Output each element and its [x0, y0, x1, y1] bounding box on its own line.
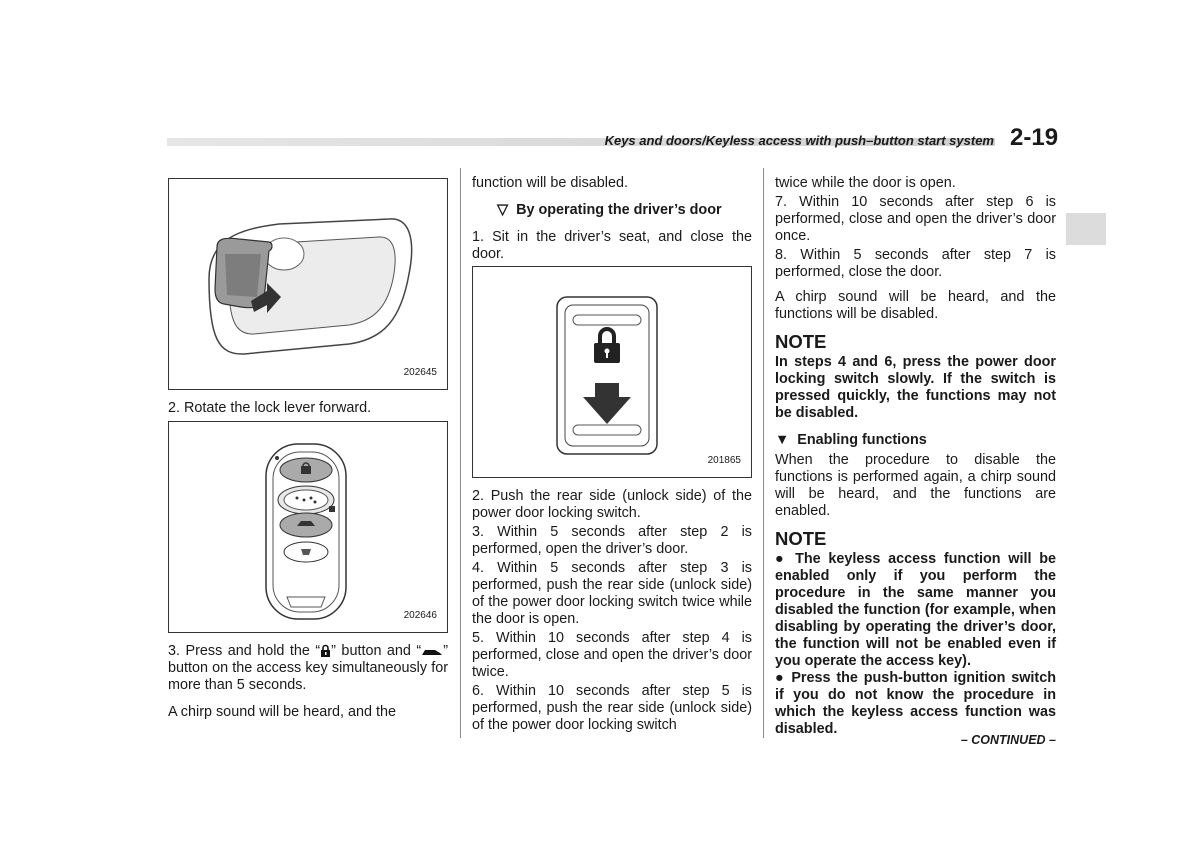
- step-8-text: 8. Within 5 seconds after step 7 is performed, close the door.: [775, 247, 1056, 280]
- lock-icon: [320, 644, 331, 657]
- access-key-illustration: [169, 422, 447, 632]
- figure-number: 202645: [403, 367, 437, 378]
- note-text: [775, 551, 1056, 738]
- column-1: [168, 178, 448, 731]
- note-heading: NOTE: [775, 528, 827, 549]
- section-title: Keys and doors/Keyless access with push–button start system: [604, 133, 994, 148]
- step-1-text: 1. Sit in the driver’s seat, and close the door.: [472, 229, 752, 262]
- door-handle-illustration: [169, 179, 447, 389]
- figure-number: 202646: [403, 610, 437, 621]
- step-3-text: 3. Press and hold the “ ” button and “ ” button on the access key simultaneously for more than 5 seconds.: [168, 643, 448, 693]
- step-2-text: 2. Rotate the lock lever forward.: [168, 400, 372, 416]
- triangle-icon: ▽: [497, 202, 509, 218]
- step-4-text: 4. Within 5 seconds after step 3 is performed, push the rear side (unlock side) of the power door locking switch twice while the door is open.: [472, 560, 752, 627]
- chirp-text: A chirp sound will be heard, and the functions will be disabled.: [775, 289, 1056, 322]
- column-divider: [460, 168, 461, 738]
- column-2: [472, 175, 752, 736]
- figure-number: 201865: [707, 455, 741, 466]
- step-5-text: 5. Within 10 seconds after step 4 is performed, close and open the driver’s door twice.: [472, 630, 752, 680]
- door-lock-switch-illustration: [473, 267, 751, 477]
- chirp-text: A chirp sound will be heard, and the: [168, 704, 397, 720]
- note-bullet: ● The keyless access function will be enabled only if you perform the procedure in the same manner you disabled the function (for example, when disabling by operating the driver’s door, the function will not be enabled even if you operate the access key).: [775, 551, 1056, 669]
- column-divider: [763, 168, 764, 738]
- note-text: In steps 4 and 6, press the power door locking switch slowly. If the switch is pressed quickly, the functions may not be disabled.: [775, 354, 1056, 421]
- step-7-text: 7. Within 10 seconds after step 6 is performed, close and open the driver’s door once.: [775, 194, 1056, 244]
- trunk-icon: [421, 647, 443, 657]
- figure-access-key: [168, 421, 448, 633]
- subheading: ▽ By operating the driver’s door: [497, 202, 722, 218]
- step-2-text: 2. Push the rear side (unlock side) of the power door locking switch.: [472, 488, 752, 521]
- note-bullet: ● Press the push-button ignition switch if you do not know the procedure in which the keyless access function was disabled.: [775, 670, 1056, 737]
- enabling-heading: ▼ Enabling functions: [775, 432, 927, 448]
- note-heading: NOTE: [775, 331, 827, 352]
- figure-lock-lever: [168, 178, 448, 390]
- continued-text: function will be disabled.: [472, 175, 628, 191]
- continued-text: twice while the door is open.: [775, 175, 956, 191]
- continued-footer: – CONTINUED –: [960, 733, 1056, 747]
- page-number: 2-19: [1010, 124, 1059, 151]
- figure-door-switch: [472, 266, 752, 478]
- step-3-text: 3. Within 5 seconds after step 2 is performed, open the driver’s door.: [472, 524, 752, 557]
- filled-triangle-icon: ▼: [775, 432, 790, 448]
- chapter-tab: [1066, 213, 1106, 245]
- column-3: [775, 175, 1056, 748]
- enabling-text: When the procedure to disable the functions is performed again, a chirp sound will be heard, and the functions are enabled.: [775, 452, 1056, 519]
- step-6-text: 6. Within 10 seconds after step 5 is performed, push the rear side (unlock side) of the power door locking switch: [472, 683, 752, 733]
